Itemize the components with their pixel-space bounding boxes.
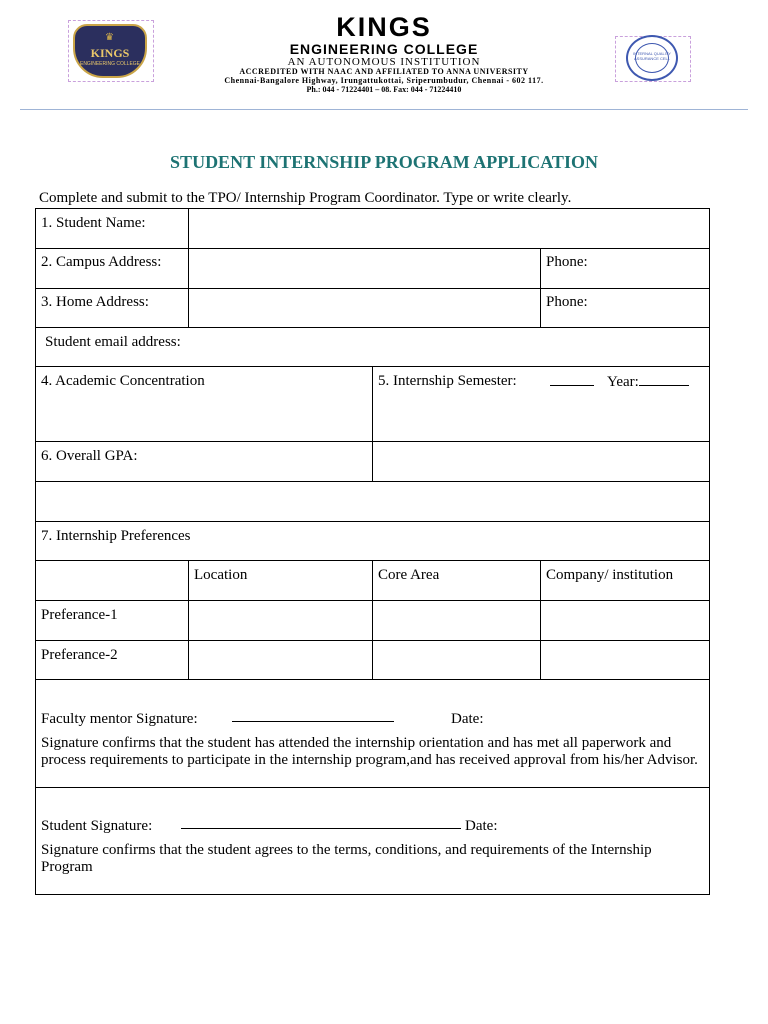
faculty-signature-field[interactable] <box>232 709 394 727</box>
home-address-label: 3. Home Address: <box>41 294 149 310</box>
year-blank[interactable] <box>639 373 689 386</box>
column-core-area: Core Area <box>378 567 440 583</box>
student-name-input[interactable] <box>189 209 709 248</box>
header-divider <box>20 109 748 110</box>
preferences-label: 7. Internship Preferences <box>41 528 191 544</box>
page-title: STUDENT INTERNSHIP PROGRAM APPLICATION <box>170 152 598 172</box>
semester-label: 5. Internship Semester: <box>378 373 517 389</box>
phone-fax-line: Ph.: 044 - 71224401 – 08. Fax: 044 - 71224410 <box>306 85 462 94</box>
college-name: KINGS <box>336 12 432 42</box>
campus-address-label: 2. Campus Address: <box>41 254 162 270</box>
crest-icon: ♛ KINGS ENGINEERING COLLEGE <box>73 24 147 78</box>
crown-icon: ♛ <box>105 32 114 43</box>
concentration-label: 4. Academic Concentration <box>41 373 205 389</box>
campus-address-input[interactable] <box>189 249 540 288</box>
year-label: Year: <box>607 373 689 391</box>
email-label: Student email address: <box>45 334 181 350</box>
home-address-input[interactable] <box>189 289 540 327</box>
gpa-label: 6. Overall GPA: <box>41 448 138 464</box>
seal-icon: INTERNAL QUALITY ASSURANCE CELL <box>626 35 678 81</box>
preference-2-label: Preferance-2 <box>41 647 118 663</box>
student-signature-field[interactable] <box>181 816 461 834</box>
column-location: Location <box>194 567 248 583</box>
student-date-label: Date: <box>465 818 498 834</box>
address-line: Chennai-Bangalore Highway, Irungattukottai, Sriperumbudur, Chennai - 602 117. <box>224 76 544 85</box>
semester-blank[interactable] <box>550 373 594 391</box>
preference-1-label: Preferance-1 <box>41 607 118 623</box>
column-company: Company/ institution <box>546 567 674 583</box>
autonomous-line: AN AUTONOMOUS INSTITUTION <box>287 56 481 68</box>
college-type: ENGINEERING COLLEGE <box>289 41 479 57</box>
instructions: Complete and submit to the TPO/ Internship Program Coordinator. Type or write clearly. <box>39 190 572 206</box>
campus-phone-label: Phone: <box>546 254 588 270</box>
faculty-note: Signature confirms that the student has attended the internship orientation and has met all paperwork and process requirements to participate in the internship program,and has received approval from his/her Advisor. <box>41 735 698 768</box>
faculty-signature-label: Faculty mentor Signature: <box>41 711 198 727</box>
home-phone-label: Phone: <box>546 294 588 310</box>
student-name-label: 1. Student Name: <box>41 215 146 231</box>
application-form <box>35 208 710 895</box>
faculty-date-label: Date: <box>451 711 484 727</box>
student-signature-label: Student Signature: <box>41 818 153 834</box>
gpa-input[interactable] <box>373 442 709 481</box>
student-note: Signature confirms that the student agrees to the terms, conditions, and requirements of the Internship Program <box>41 842 652 875</box>
accreditation-line: ACCREDITED WITH NAAC AND AFFILIATED TO ANNA UNIVERSITY <box>239 67 529 76</box>
